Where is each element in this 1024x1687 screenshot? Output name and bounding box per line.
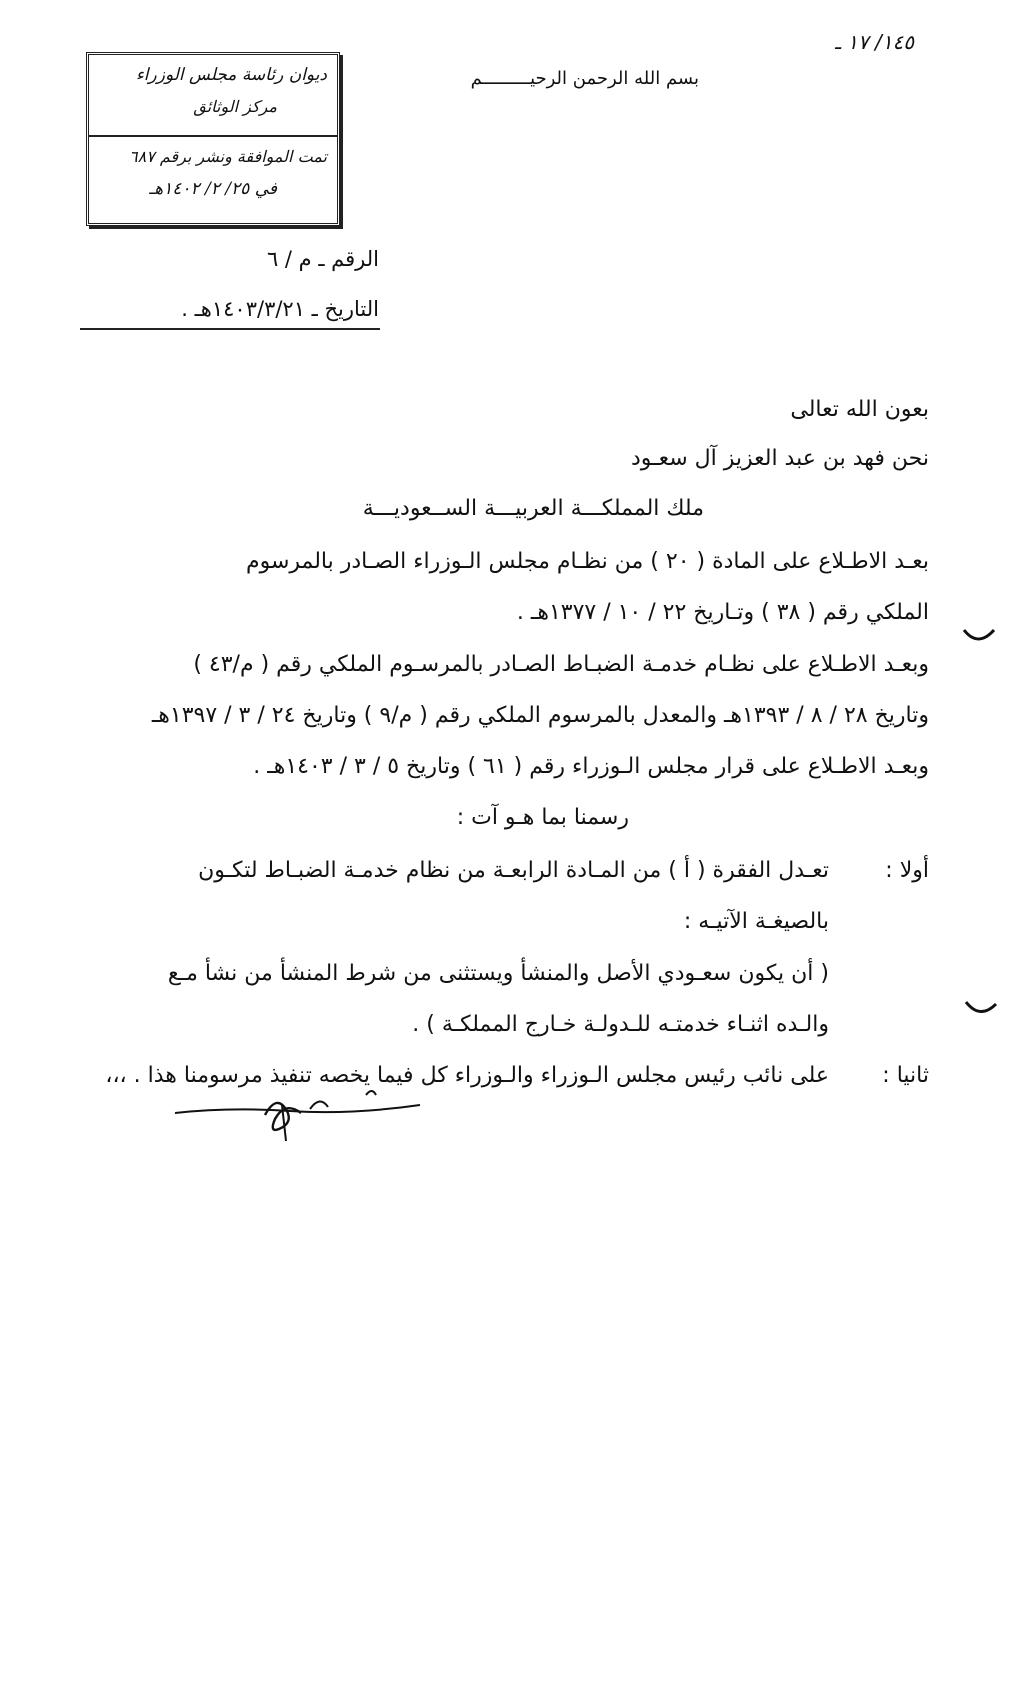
issuer-line: نحن فهد بن عبد العزيز آل سعـود [631, 446, 929, 471]
paragraph-1-line-2: الملكي رقم ( ٣٨ ) وتـاريخ ٢٢ / ١٠ / ١٣٧٧هـ . [516, 600, 929, 625]
stamp-date: في ٢٥/ ٢/ ١٤٠٢هـ [149, 179, 277, 199]
article-1-label: أولا : [885, 858, 929, 883]
royal-signature [170, 1075, 430, 1145]
stamp-center: مركز الوثائق [193, 97, 277, 116]
registration-stamp [86, 52, 340, 226]
reference-number: ١٤٥/ ١٧ ـ [834, 30, 914, 54]
article-1-line-4: والـده اثنـاء خدمتـه للـدولـة خـارج المملكـة ) . [412, 1012, 829, 1037]
basmala: بسم الله الرحمن الرحيـــــــــم [470, 68, 699, 89]
decree-date: التاريخ ـ ١٤٠٣/٣/٢١هـ . [181, 297, 379, 321]
article-1-line-3: ( أن يكون سعـودي الأصل والمنشأ ويستثنى من شرط المنشأ من نشأ مـع [167, 961, 829, 986]
decreed-line: رسمنا بما هـو آت : [456, 805, 629, 830]
article-2-label: ثانيا : [882, 1063, 929, 1088]
paragraph-2-line-1: وبعـد الاطـلاع على نظـام خدمـة الضبـاط الصـادر بالمرسـوم الملكي رقم ( م/٤٣ ) [193, 652, 929, 677]
decree-number: الرقم ـ م / ٦ [266, 247, 379, 271]
paragraph-1-line-1: بعـد الاطـلاع على المادة ( ٢٠ ) من نظـام مجلس الـوزراء الصـادر بالمرسوم [245, 549, 929, 574]
kingdom-title: ملك المملكـــة العربيـــة الســعوديـــة [362, 496, 704, 521]
stamp-approval: تمت الموافقة ونشر برقم ٦٨٧ [129, 147, 327, 166]
paragraph-3: وبعـد الاطـلاع على قرار مجلس الـوزراء رقم ( ٦١ ) وتاريخ ٥ / ٣ / ١٤٠٣هـ . [253, 754, 929, 779]
article-1-line-2: بالصيغـة الآتيـه : [683, 909, 829, 934]
margin-mark [962, 992, 1002, 1032]
paragraph-2-line-2: وتاريخ ٢٨ / ٨ / ١٣٩٣هـ والمعدل بالمرسوم الملكي رقم ( م/٩ ) وتاريخ ٢٤ / ٣ / ١٣٩٧هـ [151, 703, 929, 728]
opening-line: بعون الله تعالى [790, 397, 929, 422]
article-2-line-1: على نائب رئيس مجلس الـوزراء والـوزراء كل فيما يخصه تنفيذ مرسومنا هذا . ،،، [105, 1063, 829, 1088]
article-1-line-1: تعـدل الفقرة ( أ ) من المـادة الرابعـة من نظام خدمـة الضبـاط لتكـون [198, 858, 829, 883]
header-divider [80, 328, 380, 330]
margin-mark [960, 618, 1000, 658]
stamp-office: ديوان رئاسة مجلس الوزراء [135, 65, 327, 85]
